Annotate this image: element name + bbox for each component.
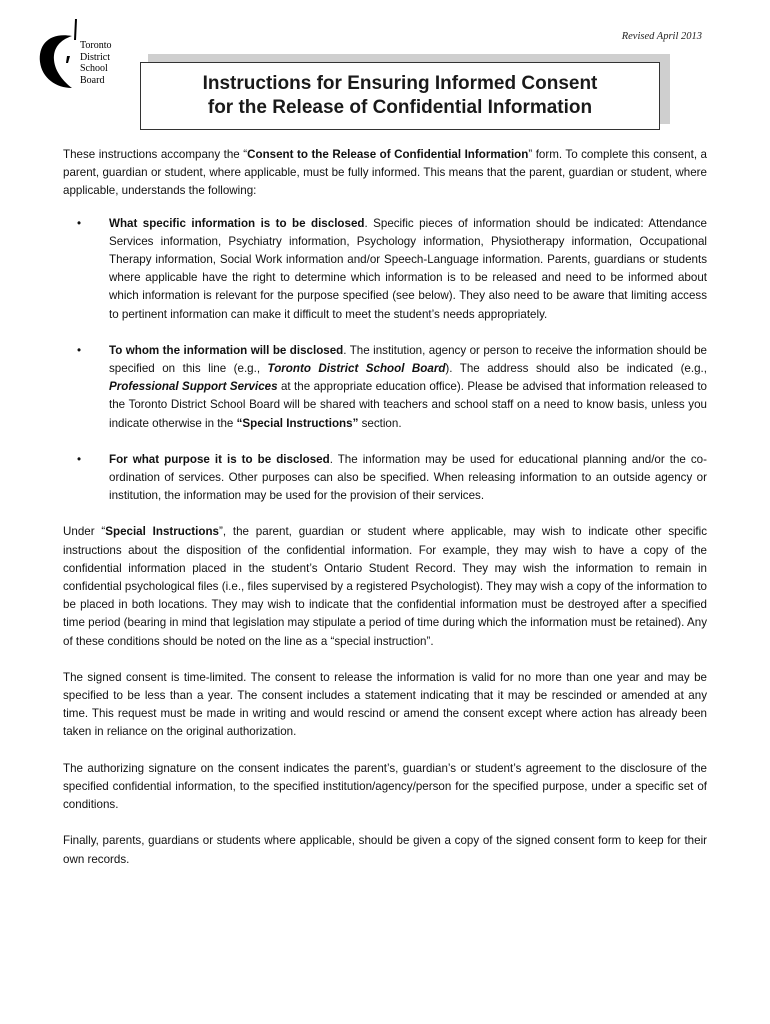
tdsb-logo bbox=[38, 18, 128, 94]
list-item bbox=[63, 342, 707, 433]
logo-wordmark bbox=[80, 40, 112, 86]
paragraph-text: ”, the parent, guardian or student where applicable, may wish to indicate other specific instructions about the disposition of the confidential information. For example, they may wish to have a copy of the confidential information placed in the student’s Ontario Student Record. They may wish the information to remain in confidential psychological files (i.e., files supervised by a registered Psychologist). They may wish a copy of the information to be placed in both locations. They may wish to indicate that the confidential information must be destroyed after a specified time period (bearing in mind that legislation may stipulate a period of time during which the information must be retained). Any of these conditions should be noted on the line as a “special instruction”. bbox=[63, 525, 707, 648]
bullet-heading: To whom the information will be disclosed bbox=[109, 343, 344, 357]
bullet-emphasis: Toronto District School Board bbox=[267, 362, 446, 376]
time-limited-paragraph: The signed consent is time-limited. The consent to release the information is valid for no more than one year and may be specified to be less than a year. The consent includes a statement indicating that it may be rescinded or amended at any time. This request must be made in writing and would rescind or amend the consent except where action has already been taken in reliance on the original authorization. bbox=[63, 670, 707, 739]
bullet-icon: • bbox=[77, 216, 82, 230]
list-item bbox=[63, 451, 707, 506]
special-instructions-paragraph bbox=[63, 523, 707, 650]
logo-line: Board bbox=[80, 74, 105, 86]
intro-text: These instructions accompany the “ bbox=[63, 148, 248, 161]
bullet-icon: • bbox=[77, 343, 82, 357]
bullet-heading: What specific information is to be disclosed bbox=[109, 216, 365, 230]
intro-text: ” form. To complete this consent, a parent, guardian or student, where applicable, must be fully informed. This means that the parent, guardian or student, where applicable, understands the following: bbox=[63, 148, 707, 198]
copy-paragraph: Finally, parents, guardians or students where applicable, should be given a copy of the signed consent form to keep for their own records. bbox=[63, 834, 707, 866]
list-item bbox=[63, 215, 707, 324]
form-name: Consent to the Release of Confidential Information bbox=[247, 148, 529, 161]
bullet-text: . Specific pieces of information should be indicated: Attendance Services information, Psychiatry information, Psychology information, Physiotherapy information, Occupational Therapy information, Social Work information and/or Speech-Language information. Parents, guardians or students where applicable have the right to determine which information is to be released and need to be informed about which information is relevant for the purpose specified (see below). They also need to be aware that limiting access to pertinent information can make it difficult to meet the student’s needs appropriately. bbox=[109, 216, 707, 321]
bullet-emphasis: Professional Support Services bbox=[109, 380, 278, 394]
document-body bbox=[63, 146, 707, 887]
signature-paragraph: The authorizing signature on the consent indicates the parent’s, guardian’s or student’s agreement to the disclosure of the specified confidential information, to the specified institution/agency/person for the specified purpose, under a specific set of conditions. bbox=[63, 761, 707, 812]
disclosure-list bbox=[63, 215, 707, 506]
bullet-text: at the appropriate education office). Please be advised that information released to the Toronto District School Board will be shared with teachers and school staff on a need to know basis, unless you indicate otherwise in the bbox=[109, 380, 707, 430]
bullet-text: ). The address should also be indicated (e.g., bbox=[445, 362, 707, 376]
logo-line: Toronto bbox=[80, 40, 112, 51]
bullet-icon: • bbox=[77, 452, 82, 466]
page-title-line-1: Instructions for Ensuring Informed Consent bbox=[202, 73, 598, 94]
intro-paragraph bbox=[63, 146, 707, 201]
bullet-text: . The information may be used for educational planning and/or the co-ordination of services. Other purposes can also be specified. When releasing information to an outside agency or institution, the information may be used for the provision of their services. bbox=[109, 452, 707, 503]
special-instructions-term: Special Instructions bbox=[105, 525, 219, 539]
bullet-emphasis: “Special Instructions” bbox=[236, 416, 359, 430]
revision-date: Revised April 2013 bbox=[621, 31, 702, 42]
bullet-text: . The institution, agency or person to receive the information should be specified on this line (e.g., bbox=[109, 343, 707, 376]
bullet-heading: For what purpose it is to be disclosed bbox=[109, 452, 330, 466]
page-title-line-2: for the Release of Confidential Information bbox=[207, 97, 593, 118]
title-box bbox=[140, 62, 660, 130]
logo-line: District bbox=[80, 51, 110, 63]
paragraph-text: Under “ bbox=[63, 525, 106, 539]
logo-line: School bbox=[80, 63, 108, 74]
bullet-text: section. bbox=[358, 416, 402, 430]
